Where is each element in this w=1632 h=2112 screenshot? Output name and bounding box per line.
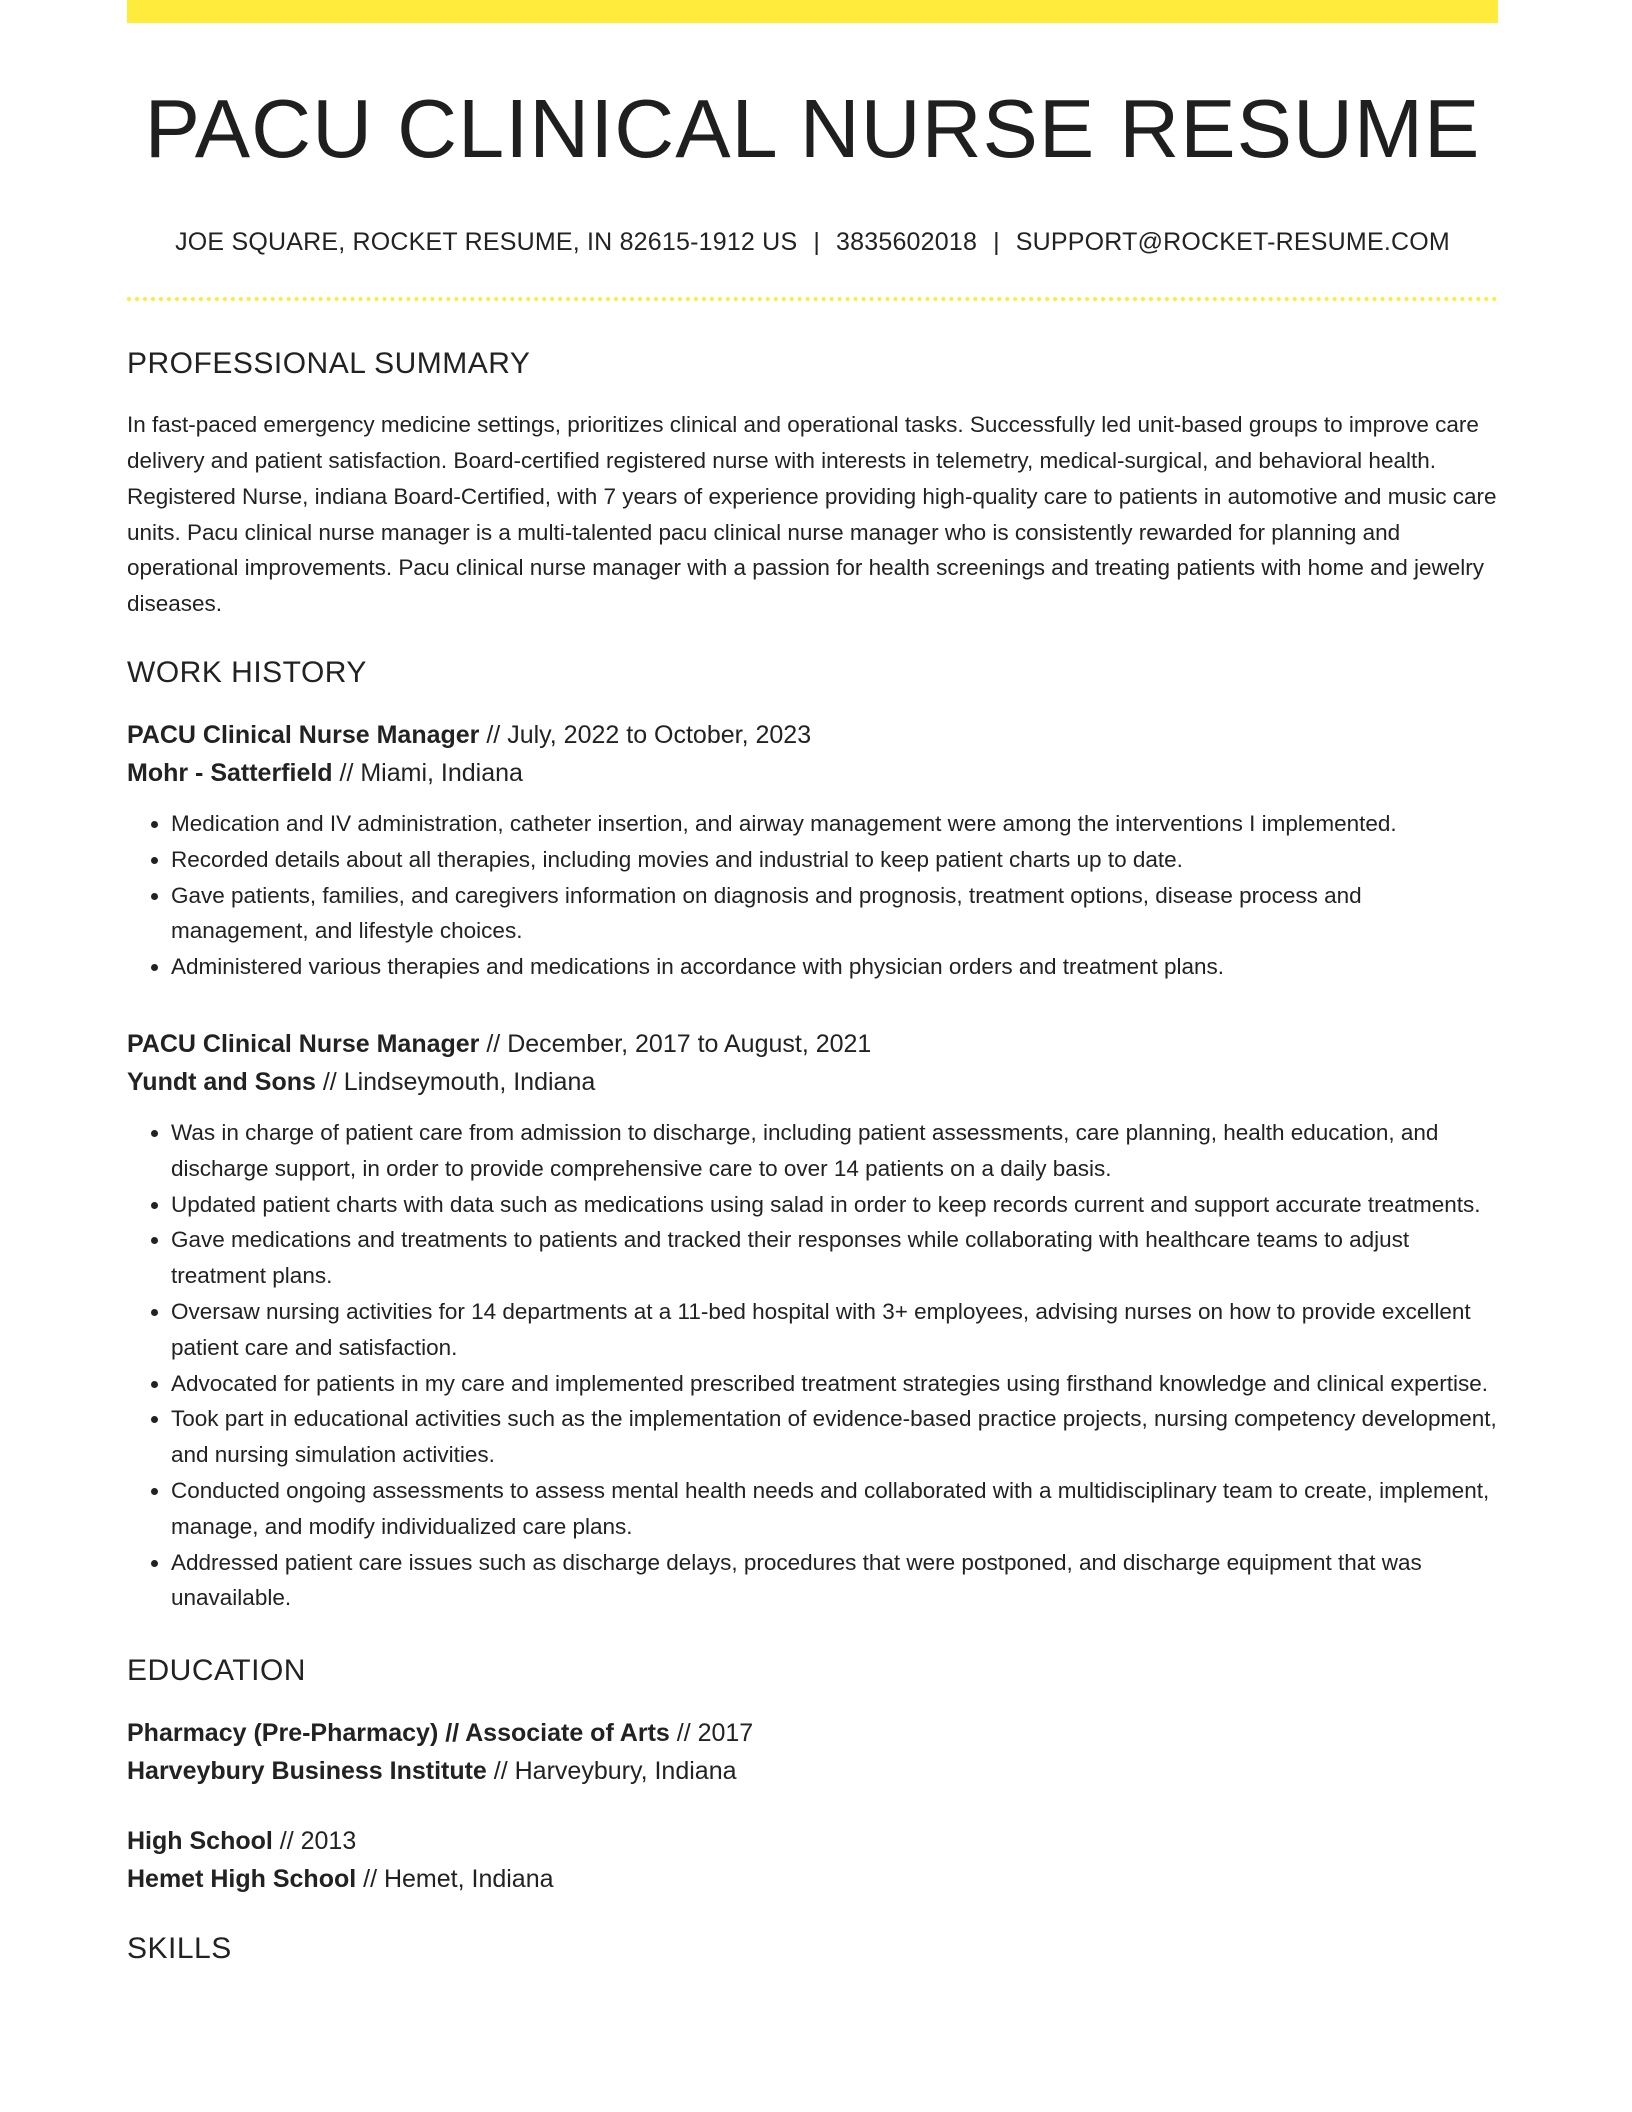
job-bullet: • Conducted ongoing assessments to assess mental health needs and collaborated with a multidisciplinary team to create, implement, manage, and modify individualized care plans. [171, 1473, 1498, 1545]
job-bullet: • Took part in educational activities such as the implementation of evidence-based practice projects, nursing competency development, and nursing simulation activities. [171, 1401, 1498, 1473]
contact-phone: 3835602018 [836, 228, 978, 257]
resume-title: PACU CLINICAL NURSE RESUME [144, 82, 1481, 175]
contact-address: JOE SQUARE, ROCKET RESUME, IN 82615-1912 US [175, 228, 798, 257]
job-bullet: • Gave patients, families, and caregivers information on diagnosis and prognosis, treatment options, disease process and management, and lifestyle choices. [171, 878, 1498, 950]
education-location: // Hemet, Indiana [356, 1865, 554, 1894]
education-entry [127, 1822, 1498, 1898]
contact-line [127, 228, 1498, 257]
education-entry [127, 1714, 1498, 1790]
job-dates: // July, 2022 to October, 2023 [479, 721, 812, 750]
education-school: Harveybury Business Institute [127, 1757, 487, 1786]
job-bullets [127, 806, 1498, 985]
job-bullet: • Oversaw nursing activities for 14 departments at a 11-bed hospital with 3+ employees, advising nurses on how to provide excellent patient care and satisfaction. [171, 1294, 1498, 1366]
job-title: PACU Clinical Nurse Manager [127, 721, 480, 750]
job-location: // Lindseymouth, Indiana [315, 1068, 596, 1097]
job-bullet: • Administered various therapies and medications in accordance with physician orders and treatment plans. [171, 949, 1498, 985]
education-school-line [127, 1752, 1498, 1790]
education-school: Hemet High School [127, 1865, 357, 1894]
job-title-line [127, 716, 1498, 754]
job-bullet: • Gave medications and treatments to patients and tracked their responses while collaborating with healthcare teams to adjust treatment plans. [171, 1222, 1498, 1294]
job-company: Yundt and Sons [127, 1068, 316, 1097]
education-degree: High School [127, 1827, 273, 1856]
contact-separator: | [993, 228, 1000, 257]
job-bullet: • Was in charge of patient care from admission to discharge, including patient assessments, care planning, health education, and discharge support, in order to provide comprehensive care to over 14 patients on a daily basis. [171, 1115, 1498, 1187]
job-location: // Miami, Indiana [332, 759, 523, 788]
job-bullets [127, 1115, 1498, 1616]
contact-email: SUPPORT@ROCKET-RESUME.COM [1015, 228, 1450, 257]
job-company-line [127, 1063, 1498, 1101]
job-bullet: • Addressed patient care issues such as discharge delays, procedures that were postponed, and discharge equipment that was unavailable. [171, 1545, 1498, 1617]
education-degree-line [127, 1822, 1498, 1860]
job-title-line [127, 1025, 1498, 1063]
job-entry [127, 1025, 1498, 1616]
education-heading: EDUCATION [127, 1654, 306, 1688]
job-entry [127, 716, 1498, 985]
work-history-heading: WORK HISTORY [127, 656, 367, 690]
contact-separator: | [813, 228, 821, 257]
education-year: // 2013 [272, 1827, 357, 1856]
education-location: // Harveybury, Indiana [486, 1757, 737, 1786]
job-company: Mohr - Satterfield [127, 759, 333, 788]
education-degree: Pharmacy (Pre-Pharmacy) // Associate of Arts [127, 1719, 670, 1748]
resume-page [127, 0, 1498, 1966]
job-dates: // December, 2017 to August, 2021 [479, 1030, 872, 1059]
job-bullet: • Recorded details about all therapies, including movies and industrial to keep patient charts up to date. [171, 842, 1498, 878]
skills-heading: SKILLS [127, 1932, 232, 1966]
top-accent-bar [127, 0, 1498, 23]
summary-text: In fast-paced emergency medicine settings, prioritizes clinical and operational tasks. Successfully led unit-based groups to improve care delivery and patient satisfaction. Board-certified registered nurse with interests in telemetry, medical-surgical, and behavioral health. Registered Nurse, indiana Board-Certified, with 7 years of experience providing high-quality care to patients in automotive and music care units. Pacu clinical nurse manager is a multi-talented pacu clinical nurse manager who is consistently rewarded for planning and operational improvements. Pacu clinical nurse manager with a passion for health screenings and treating patients with home and jewelry diseases. [127, 412, 1497, 617]
education-degree-line [127, 1714, 1498, 1752]
dotted-divider [127, 297, 1498, 301]
job-company-line [127, 754, 1498, 792]
education-year: // 2017 [669, 1719, 754, 1748]
summary-heading: PROFESSIONAL SUMMARY [127, 347, 531, 381]
job-bullet: • Medication and IV administration, catheter insertion, and airway management were among the interventions I implemented. [171, 806, 1498, 842]
job-title: PACU Clinical Nurse Manager [127, 1030, 480, 1059]
education-school-line [127, 1860, 1498, 1898]
job-bullet: • Updated patient charts with data such as medications using salad in order to keep records current and support accurate treatments. [171, 1187, 1498, 1223]
job-bullet: • Advocated for patients in my care and implemented prescribed treatment strategies using firsthand knowledge and clinical expertise. [171, 1366, 1498, 1402]
